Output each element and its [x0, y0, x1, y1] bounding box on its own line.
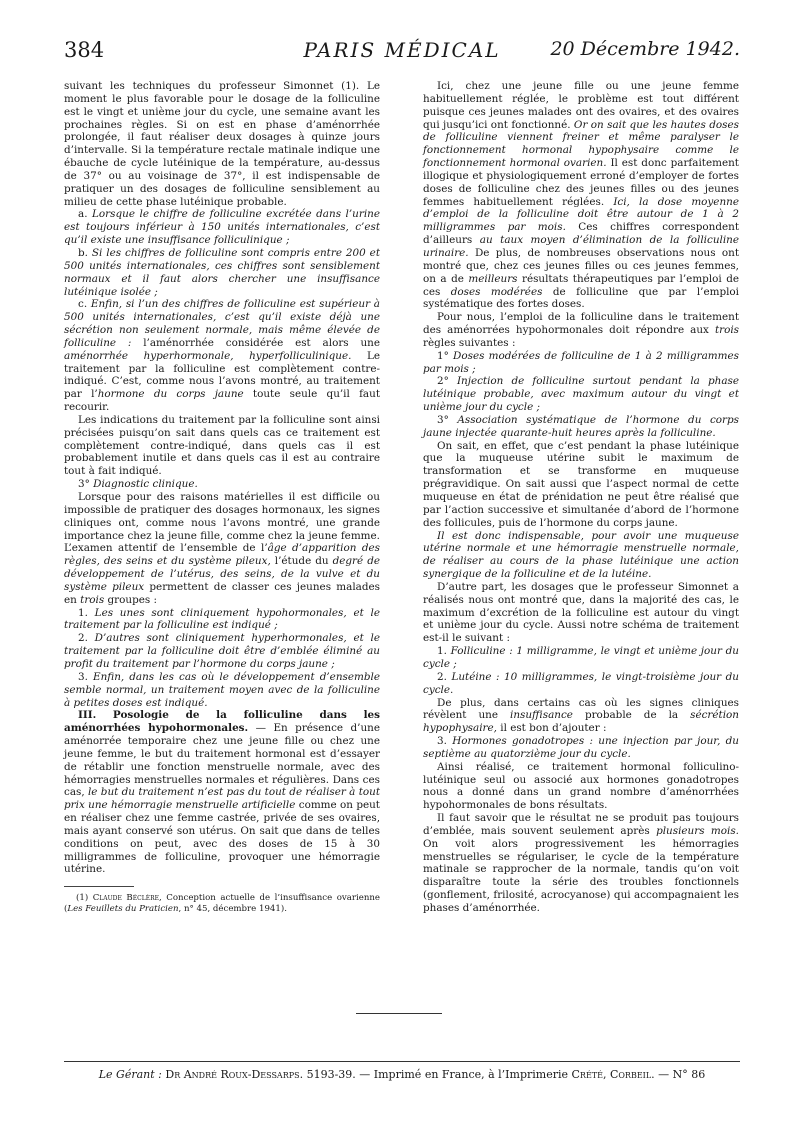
group-item: 2. D’autres sont cliniquement hyperhormonales, et le traitement par la folliculine doit être d’emblée éliminé au profit du traitement par l’hormone du corps jaune ; [64, 632, 380, 670]
paragraph: De plus, dans certains cas où les signes cliniques révèlent une insuffisance probable de la sécrétion hypophysaire, il est bon d’ajouter : [423, 696, 739, 735]
paragraph: Pour nous, l’emploi de la folliculine dans le traitement des aménorrées hypohormonales doit répondre aux trois règles suivantes : [423, 311, 739, 349]
section-heading-posology: III. Posologie de la folliculine dans les aménorrhées hypohormonales. [64, 709, 380, 735]
rule-item: 1° Doses modérées de folliculine de 1 à 2 milligrammes par mois ; [423, 349, 739, 375]
article-end-divider [356, 1013, 442, 1014]
paragraph: Il faut savoir que le résultat ne se produit pas toujours d’emblée, mais souvent seulement après plusieurs mois. On voit alors progressivement les hémorragies menstruelles se régulariser, le cycle de la température matinale se rapprocher de la normale, tandis qu’on voit disparaître toute la série des troubles fonctionnels (gonflement, frilosité, acrocyanose) qui accompagnaient les phases d’aménorrhée. [423, 812, 739, 914]
paragraph: Ainsi réalisé, ce traitement hormonal folliculino-lutéinique seul ou associé aux hormones gonadotropes nous a donné dans un grand nombre d’aménorrhées hypohormonales de bons résultats. [423, 760, 739, 812]
paragraph: Lorsque pour des raisons matérielles il est difficile ou impossible de pratiquer des dosages hormonaux, les signes cliniques ont, comme nous l’avons montré, une grande importance chez la jeune fille, comme chez la jeune femme. L’examen attentif de l’ensemble de l’âge d’apparition des règles, des seins et du système pileux, l’étude du degré de développement de l’utérus, des seins, de la vulve et du système pileux permettent de classer ces jeunes malades en trois groupes : [64, 491, 380, 606]
criterion-a: a. Lorsque le chiffre de folliculine excrétée dans l’urine est toujours inférieur à 150 unités internationales, c’est qu’il existe une insuffisance folliculinique ; [64, 208, 380, 247]
page-number: 384 [64, 38, 105, 62]
paragraph: Ici, chez une jeune fille ou une jeune femme habituellement réglée, le problème est tout différent puisque ces jeunes malades ont des ovaires, et des ovaires qui jusqu’ici ont fonctionné. Or on sait que les hautes doses de folliculine viennent freiner et même paralyser le fonctionnement hormonal hypophysaire comme le fonctionnement hormonal ovarien. Il est donc parfaitement illogique et physiologiquement erroné d’employer de fortes doses de folliculine chez des jeunes filles ou des jeunes femmes habituellement réglées. Ici, la dose moyenne d’emploi de la folliculine doit être autour de 1 à 2 milligrammes par mois. Ces chiffres correspondent d’ailleurs au taux moyen d’élimination de la folliculine urinaire. De plus, de nombreuses observations nous ont montré que, chez ces jeunes filles ou ces jeunes femmes, on a de meilleurs résultats thérapeutiques par l’emploi de ces doses modérées de folliculine que par l’emploi systématique des fortes doses. [423, 80, 739, 311]
group-item: 1. Les unes sont cliniquement hypohormonales, et le traitement par la folliculine est indiqué ; [64, 606, 380, 632]
rule-item: 2° Injection de folliculine surtout pendant la phase lutéinique probable, avec maximum autour du vingt et unième jour du cycle ; [423, 375, 739, 414]
printer-footer: Le Gérant : Dr André Roux-Dessarps. 5193-39. — Imprimé en France, à l’Imprimerie Crété, Corbeil. — N° 86 [98, 1068, 706, 1081]
section-posology: III. Posologie de la folliculine dans les aménorrhées hypohormonales. — En présence d’une aménorrée temporaire chez une jeune fille ou chez une jeune femme, le but du traitement hormonal est d’essayer de rétablir une fonction menstruelle normale, avec des hémorragies menstruelles normales et régulières. Dans ces cas, le but du traitement n’est pas du tout de réaliser à tout prix une hémorragie menstruelle artificielle comme on peut en réaliser chez une femme castrée, privée de ses ovaires, mais ayant conservé son utérus. On sait que dans de telles conditions on peut, avec des doses de 15 à 30 milligrammes de folliculine, provoquer une hémorragie utérine. [64, 709, 381, 876]
footer-divider [64, 1061, 740, 1062]
right-column [423, 80, 739, 915]
schema-item: 2. Lutéine : 10 milligrammes, le vingt-troisième jour du cycle. [423, 670, 739, 696]
paragraph: D’autre part, les dosages que le professeur Simonnet a réalisés nous ont montré que, dans la majorité des cas, le maximum d’excrétion de la folliculine est autour du vingt et unième jour du cycle. Aussi notre schéma de traitement est-il le suivant : [423, 580, 739, 645]
schema-item: 3. Hormones gonadotropes : une injection par jour, du septième au quatorzième jour du cycle. [423, 735, 740, 760]
group-item: 3. Enfin, dans les cas où le développement d’ensemble semble normal, un traitement moyen avec de la folliculine à petites doses est indiqué. [64, 670, 380, 709]
page-header [64, 38, 740, 72]
schema-item: 1. Folliculine : 1 milligramme, le vingt et unième jour du cycle ; [423, 645, 739, 670]
paragraph: Les indications du traitement par la folliculine sont ainsi précisées puisqu’on sait dans quels cas ce traitement est complètement contre-indiqué, dans quels cas il est probablement inutile et dans quels cas il est au contraire tout à fait indiqué. [64, 413, 380, 478]
rule-item: 3° Association systématique de l’hormone du corps jaune injectée quarante-huit heures après la folliculine. [423, 413, 739, 439]
footnote: (1) Claude Béclère, Conception actuelle de l’insuffisance ovarienne (Les Feuillets du Praticien, n° 45, décembre 1941). [64, 893, 380, 915]
paragraph: suivant les techniques du professeur Simonnet (1). Le moment le plus favorable pour le dosage de la folliculine est le vingt et unième jour du cycle, une semaine avant les prochaines règles. Si on est en phase d’aménorrhée prolongée, il faut réaliser deux dosages à quinze jours d’intervalle. Si la température rectale matinale indique une ébauche de cycle lutéinique de la température, au-dessus de 37° ou au voisinage de 37°, il est indispensable de pratiquer un des dosages de folliculine sensiblement au milieu de cette phase lutéinique probable. [64, 80, 380, 208]
issue-date: 20 Décembre 1942. [550, 38, 740, 60]
footnote-divider [64, 886, 134, 887]
paragraph: On sait, en effet, que c’est pendant la phase lutéinique que la muqueuse utérine subit le maximum de transformation et se transforme en muqueuse prégravidique. On sait aussi que l’aspect normal de cette muqueuse en état de prénidation ne peut être réalisé que par l’action successive et simultanée d’abord de l’hormone des follicules, puis de l’hormone du corps jaune. [423, 439, 739, 529]
paragraph: Il est donc indispensable, pour avoir une muqueuse utérine normale et une hémorragie menstruelle normale, de réaliser au cours de la phase lutéinique une action synergique de la folliculine et de la lutéine. [423, 529, 739, 581]
section-heading-diagnostic: 3° Diagnostic clinique. [78, 478, 198, 491]
criterion-b: b. Si les chiffres de folliculine sont compris entre 200 et 500 unités internationales, ces chiffres sont sensiblement normaux et il faut alors chercher une insuffisance lutéinique isolée ; [64, 246, 380, 298]
left-column [64, 80, 380, 915]
criterion-c: c. Enfin, si l’un des chiffres de folliculine est supérieur à 500 unités internationales, c’est qu’il existe déjà une sécrétion non seulement normale, mais même élevée de folliculine : l’aménorrhée considérée est alors une aménorrhée hyperhormonale, hyperfolliculinique. Le traitement par la folliculine est complètement contre-indiqué. C’est, comme nous l’avons montré, au traitement par l’hormone du corps jaune toute seule qu’il faut recourir. [64, 298, 380, 414]
journal-title: PARIS MÉDICAL [303, 38, 501, 62]
